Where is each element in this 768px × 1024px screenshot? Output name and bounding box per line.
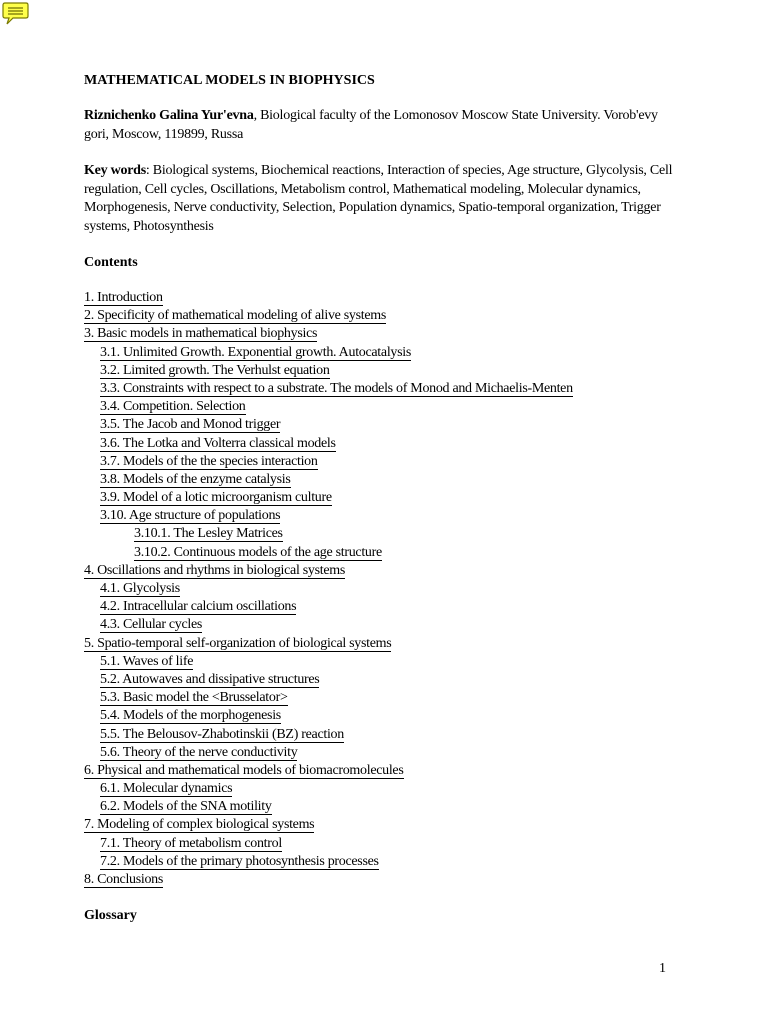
toc-entry xyxy=(84,545,684,563)
toc-link[interactable]: 5.3. Basic model the <Brusselator> xyxy=(100,690,288,706)
page-number: 1 xyxy=(659,961,666,976)
toc-entry xyxy=(84,472,684,490)
toc-link[interactable]: 6.2. Models of the SNA motility xyxy=(100,799,272,815)
author-affiliation: , Biological faculty of the Lomonosov Moscow State University. Vorob'evy gori, Moscow, 119899, Russa xyxy=(84,108,658,142)
table-of-contents xyxy=(84,290,684,890)
document-page xyxy=(84,72,684,925)
toc-link[interactable]: 4.1. Glycolysis xyxy=(100,581,180,596)
toc-entry xyxy=(84,636,684,654)
toc-link[interactable]: 5.5. The Belousov-Zhabotinskii (BZ) reaction xyxy=(100,726,344,742)
author-name: Riznichenko Galina Yur'evna xyxy=(84,108,254,123)
toc-entry xyxy=(84,381,684,399)
toc-link[interactable]: 3.9. Model of a lotic microorganism culture xyxy=(100,490,332,506)
toc-link[interactable]: 3.5. The Jacob and Monod trigger xyxy=(100,417,281,433)
toc-entry xyxy=(84,508,684,526)
toc-link[interactable]: 3.10. Age structure of populations xyxy=(100,508,281,524)
toc-link[interactable]: 5. Spatio-temporal self-organization of biological systems xyxy=(84,635,392,651)
toc-link[interactable]: 3.3. Constraints with respect to a substrate. The models of Monod and Michaelis-Menten xyxy=(100,380,573,396)
toc-link[interactable]: 7.1. Theory of metabolism control xyxy=(100,835,282,851)
toc-link[interactable]: 4. Oscillations and rhythms in biological systems xyxy=(84,562,346,578)
toc-entry xyxy=(84,781,684,799)
document-title: MATHEMATICAL MODELS IN BIOPHYSICS xyxy=(84,73,375,88)
toc-entry xyxy=(84,599,684,617)
glossary-heading: Glossary xyxy=(84,908,137,924)
toc-link[interactable]: 3. Basic models in mathematical biophysics xyxy=(84,326,318,342)
toc-link[interactable]: 4.2. Intracellular calcium oscillations xyxy=(100,599,297,615)
toc-link[interactable]: 7. Modeling of complex biological systems xyxy=(84,817,315,833)
toc-link[interactable]: 4.3. Cellular cycles xyxy=(100,617,203,633)
author-line xyxy=(84,107,684,144)
toc-entry xyxy=(84,363,684,381)
contents-heading: Contents xyxy=(84,255,138,270)
toc-link[interactable]: 3.10.1. The Lesley Matrices xyxy=(134,526,283,542)
toc-link[interactable]: 6.1. Molecular dynamics xyxy=(100,781,233,797)
toc-link[interactable]: 3.1. Unlimited Growth. Exponential growth. Autocatalysis xyxy=(100,344,411,360)
toc-entry xyxy=(84,345,684,363)
toc-entry xyxy=(84,436,684,454)
toc-entry xyxy=(84,490,684,508)
toc-entry xyxy=(84,817,684,835)
toc-link[interactable]: 3.2. Limited growth. The Verhulst equation xyxy=(100,362,330,378)
toc-link[interactable]: 3.7. Models of the the species interaction xyxy=(100,453,318,469)
toc-entry xyxy=(84,526,684,544)
toc-entry xyxy=(84,745,684,763)
toc-entry xyxy=(84,308,684,326)
toc-link[interactable]: 5.4. Models of the morphogenesis xyxy=(100,708,281,724)
toc-link[interactable]: 7.2. Models of the primary photosynthesis processes xyxy=(100,853,379,869)
toc-link[interactable]: 6. Physical and mathematical models of biomacromolecules xyxy=(84,762,404,778)
toc-entry xyxy=(84,326,684,344)
toc-link[interactable]: 3.4. Competition. Selection xyxy=(100,399,246,415)
toc-entry xyxy=(84,763,684,781)
toc-link[interactable]: 5.2. Autowaves and dissipative structures xyxy=(100,671,320,687)
toc-link[interactable]: 5.6. Theory of the nerve conductivity xyxy=(100,744,298,760)
toc-entry xyxy=(84,417,684,435)
toc-entry xyxy=(84,836,684,854)
toc-entry xyxy=(84,708,684,726)
toc-link[interactable]: 3.6. The Lotka and Volterra classical models xyxy=(100,435,336,451)
toc-link[interactable]: 5.1. Waves of life xyxy=(100,653,194,669)
toc-entry xyxy=(84,872,684,890)
toc-entry xyxy=(84,690,684,708)
toc-entry xyxy=(84,799,684,817)
toc-entry xyxy=(84,581,684,599)
toc-entry xyxy=(84,654,684,672)
toc-entry xyxy=(84,727,684,745)
toc-link[interactable]: 1. Introduction xyxy=(84,290,163,305)
toc-entry xyxy=(84,563,684,581)
comment-note-icon[interactable] xyxy=(2,1,30,27)
toc-link[interactable]: 8. Conclusions xyxy=(84,872,164,887)
toc-entry xyxy=(84,399,684,417)
toc-link[interactable]: 3.10.2. Continuous models of the age structure xyxy=(134,544,382,560)
toc-entry xyxy=(84,454,684,472)
toc-entry xyxy=(84,617,684,635)
toc-link[interactable]: 2. Specificity of mathematical modeling of alive systems xyxy=(84,308,387,324)
toc-entry xyxy=(84,854,684,872)
toc-link[interactable]: 3.8. Models of the enzyme catalysis xyxy=(100,471,291,487)
toc-entry xyxy=(84,290,684,308)
keywords-paragraph xyxy=(84,162,684,236)
keywords-text: : Biological systems, Biochemical reactions, Interaction of species, Age structure, Glycolysis, Cell regulation, Cell cycles, Oscillations, Metabolism control, Mathematical modeling, Molecular dynamics, Morphogenesis, Nerve conductivity, Selection, Population dynamics, Spatio-temporal organization, Trigger systems, Photosynthesis xyxy=(84,163,673,234)
toc-entry xyxy=(84,672,684,690)
keywords-label: Key words xyxy=(84,163,146,178)
